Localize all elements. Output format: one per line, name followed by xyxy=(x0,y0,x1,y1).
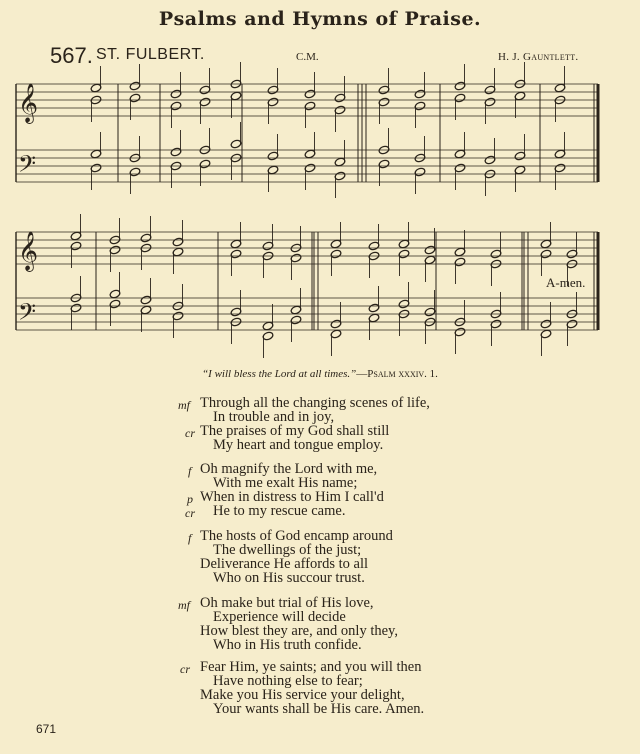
dynamic-mark: p xyxy=(187,492,193,506)
tune-name: ST. FULBERT. xyxy=(96,46,205,63)
dynamic-mark: mf xyxy=(178,398,190,412)
verse-line: Your wants shall be His care. Amen. xyxy=(213,701,425,717)
verse-line: How blest they are, and only they, xyxy=(200,623,398,639)
music-score xyxy=(0,0,640,360)
verse-line: Through all the changing scenes of life, xyxy=(200,395,430,411)
verse-line: Make you His service your delight, xyxy=(200,687,405,703)
treble-clef-icon: 𝄞 xyxy=(18,231,39,271)
verse-line: My heart and tongue employ. xyxy=(213,437,384,453)
verse-line: In trouble and in joy, xyxy=(213,409,335,425)
treble-clef-icon: 𝄞 xyxy=(18,83,39,123)
dynamic-mark: cr xyxy=(185,506,195,520)
dynamic-mark: mf xyxy=(178,598,190,612)
dynamic-mark: f xyxy=(188,531,192,545)
verse-line: With me exalt His name; xyxy=(213,475,358,491)
bass-clef-icon: 𝄢 xyxy=(18,298,37,331)
verse-line: Who on His succour trust. xyxy=(213,570,365,586)
verse-line: Experience will decide xyxy=(213,609,346,625)
verse-line: He to my rescue came. xyxy=(213,503,346,519)
epigraph-source: —Psalm xxxiv. 1. xyxy=(356,368,438,380)
bass-clef-icon: 𝄢 xyxy=(18,150,37,183)
verse-line: Oh magnify the Lord with me, xyxy=(200,461,378,477)
dynamic-mark: f xyxy=(188,464,192,478)
epigraph xyxy=(0,368,640,380)
running-head: Psalms and Hymns of Praise. xyxy=(158,8,482,30)
meter: C.M. xyxy=(296,51,319,63)
epigraph-quote: “I will bless the Lord at all times.” xyxy=(202,368,357,380)
verse-line: Oh make but trial of His love, xyxy=(200,595,374,611)
verse-line: Have nothing else to fear; xyxy=(213,673,363,689)
verse-line: The praises of my God shall still xyxy=(200,423,390,439)
page-number: 671 xyxy=(36,722,57,736)
dynamic-mark: cr xyxy=(180,662,190,676)
verse-line: Who in His truth confide. xyxy=(213,637,362,653)
verse-line: The hosts of God encamp around xyxy=(200,528,393,544)
hymn-number: 567. xyxy=(50,43,93,68)
amen-lyric: A-men. xyxy=(546,275,586,290)
composer: H. J. Gauntlett. xyxy=(498,51,579,63)
verse-line: When in distress to Him I call'd xyxy=(200,489,384,505)
dynamic-mark: cr xyxy=(185,426,195,440)
verse-line: Fear Him, ye saints; and you will then xyxy=(200,659,422,675)
verse-line: Deliverance He affords to all xyxy=(200,556,369,572)
verse-line: The dwellings of the just; xyxy=(213,542,362,558)
